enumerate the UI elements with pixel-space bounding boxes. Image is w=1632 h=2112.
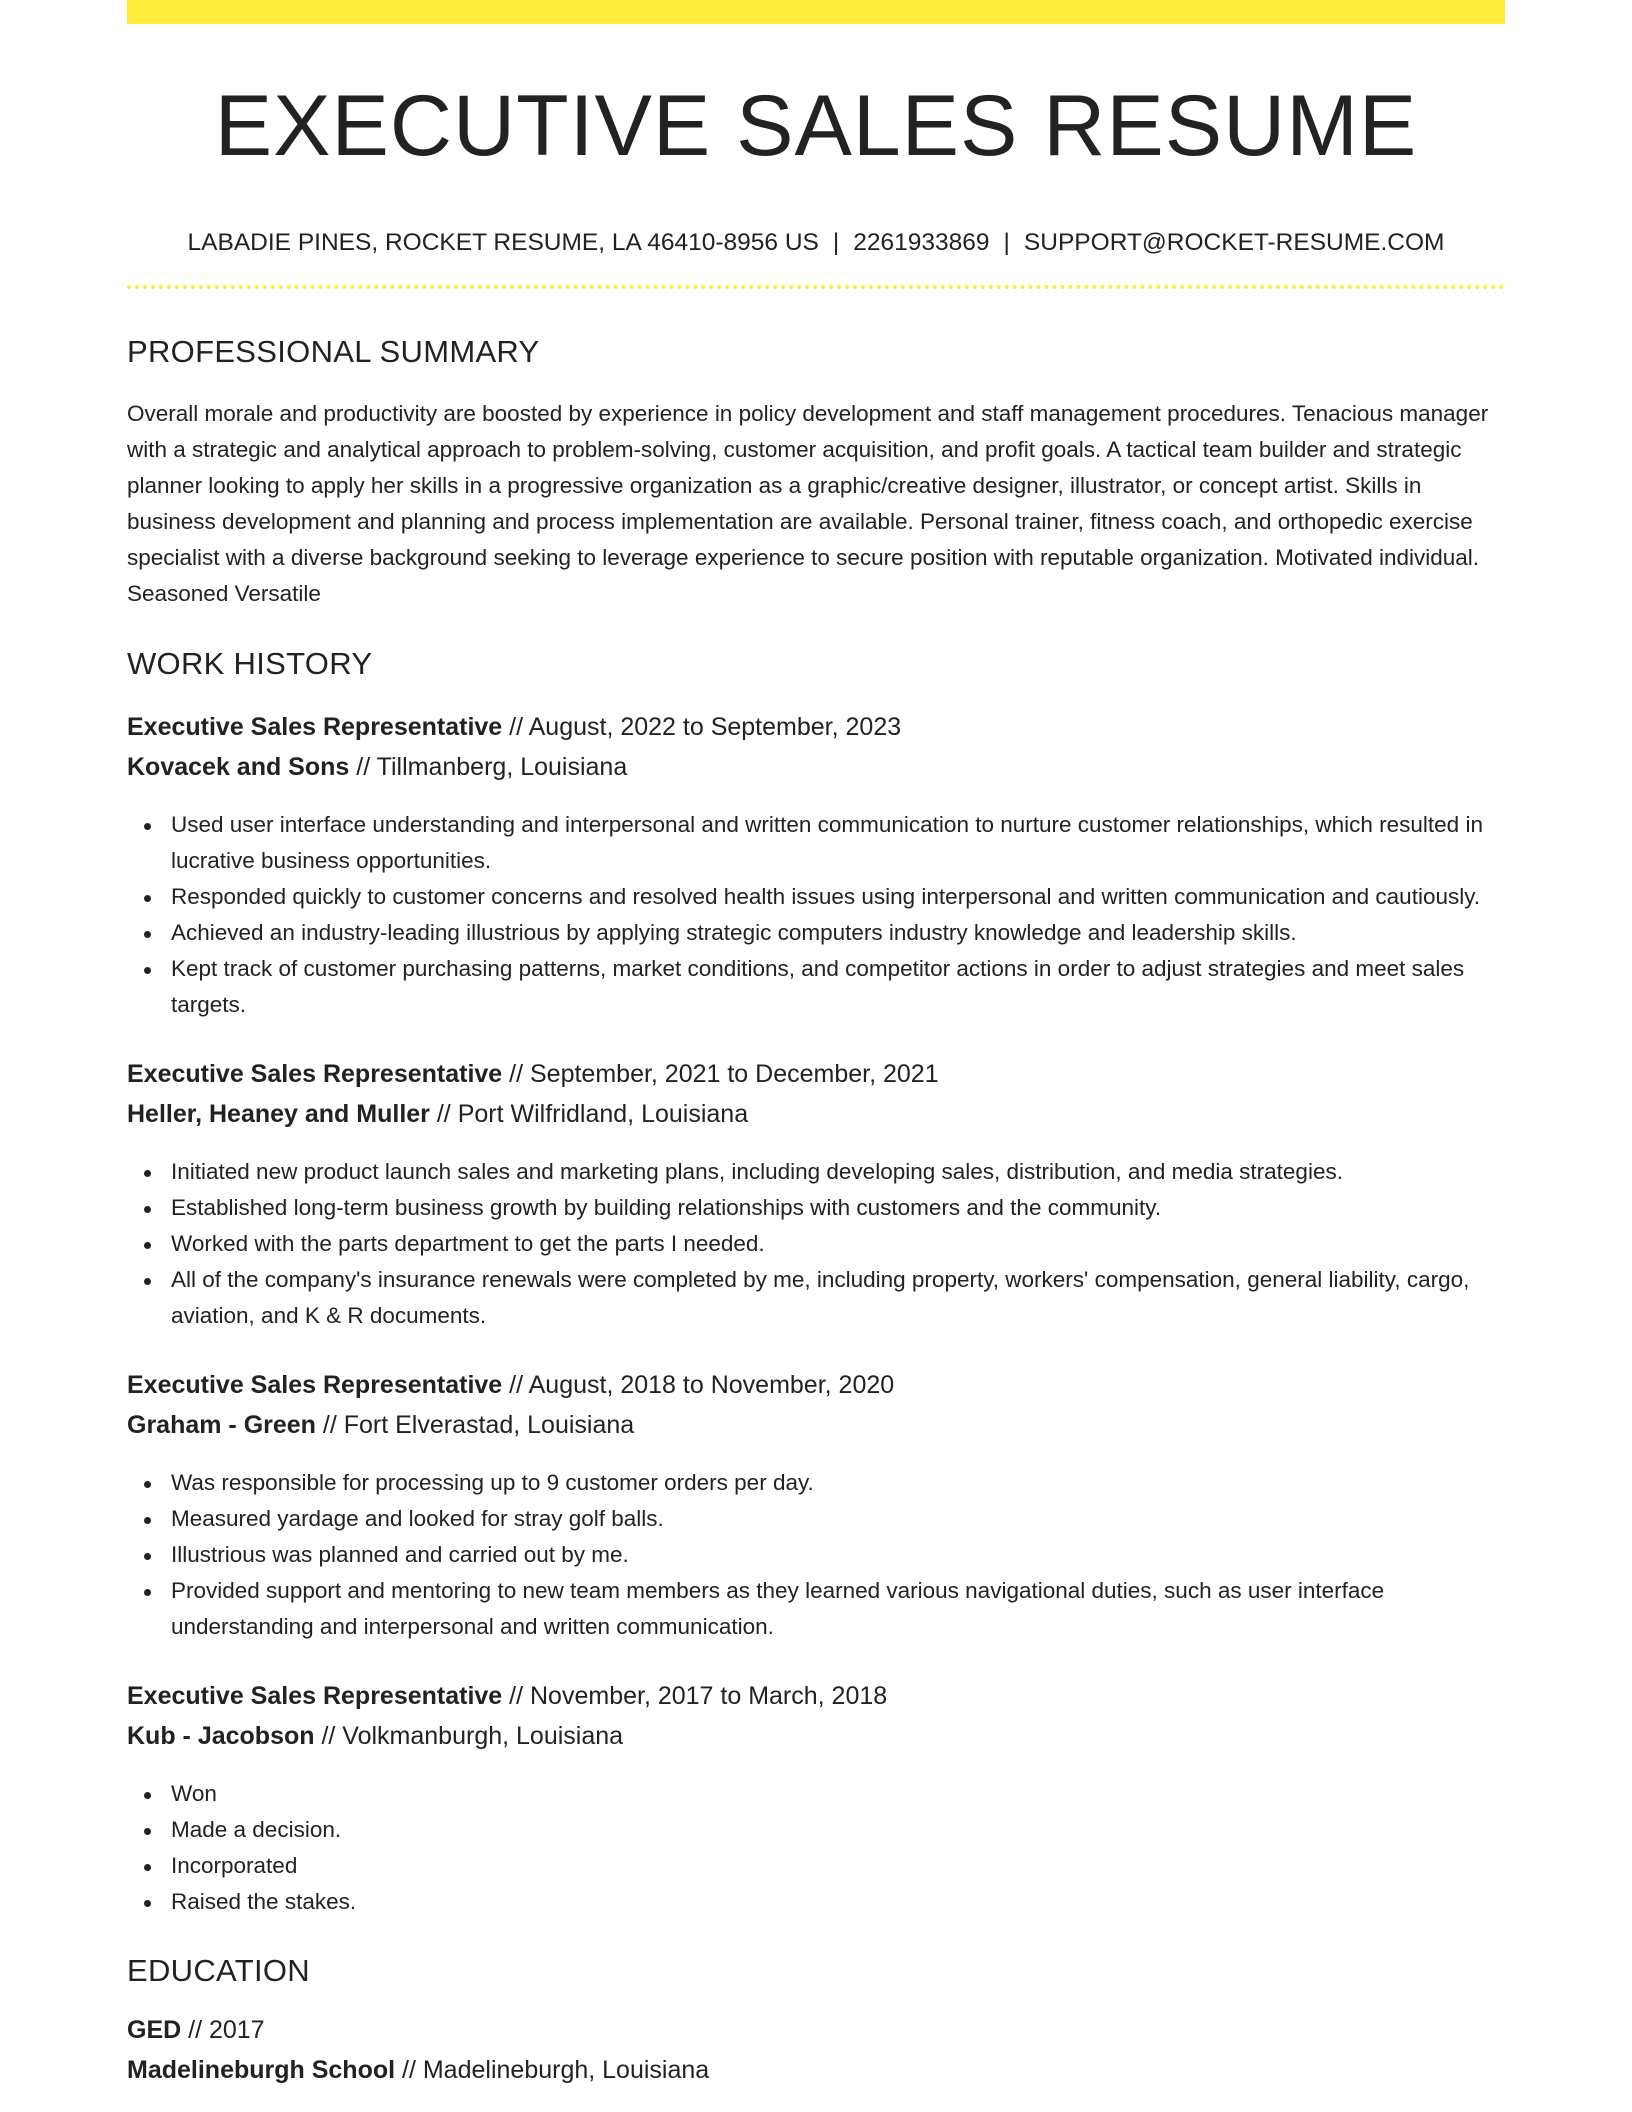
job-role: Executive Sales Representative: [127, 1682, 503, 1710]
list-item: [127, 879, 1505, 915]
job-company: Kovacek and Sons: [127, 753, 350, 781]
bullet-dot: [144, 895, 151, 902]
job-dates: // August, 2018 to November, 2020: [502, 1371, 895, 1399]
list-item: [127, 1573, 1505, 1645]
job-role-line: [127, 715, 1505, 740]
bullet-text: Kept track of customer purchasing patterns, market conditions, and competitor actions in order to adjust strategies and meet sales targets.: [171, 956, 1465, 1017]
job-dates: // November, 2017 to March, 2018: [502, 1682, 888, 1710]
job-dates: // August, 2022 to September, 2023: [502, 713, 902, 741]
list-item: [127, 1848, 1505, 1884]
job-location: // Port Wilfridland, Louisiana: [429, 1100, 749, 1128]
bullet-dot: [144, 1481, 151, 1488]
resume-title: EXECUTIVE SALES RESUME: [214, 78, 1418, 174]
dotted-divider: [127, 285, 1505, 289]
bullet-dot: [144, 1242, 151, 1249]
bullet-text: Made a decision.: [171, 1817, 342, 1842]
job-role-line: [127, 1684, 1505, 1709]
job-role-line: [127, 1062, 1505, 1087]
bullet-text: Initiated new product launch sales and marketing plans, including developing sales, distribution, and media strategies.: [171, 1159, 1343, 1184]
list-item: [127, 1776, 1505, 1812]
education-school-line: [127, 2058, 1505, 2083]
bullet-dot: [144, 1792, 151, 1799]
bullet-text: Worked with the parts department to get the parts I needed.: [171, 1231, 765, 1256]
contact-email: SUPPORT@ROCKET-RESUME.COM: [1023, 229, 1445, 256]
bullet-dot: [144, 1864, 151, 1871]
job-bullets: [127, 1776, 1505, 1920]
job-location: // Tillmanberg, Louisiana: [349, 753, 628, 781]
job-company-line: [127, 1724, 1505, 1749]
list-item: [127, 1154, 1505, 1190]
job-entry: [127, 715, 1505, 1023]
job-entry: [127, 1373, 1505, 1645]
bullet-text: Raised the stakes.: [171, 1889, 357, 1914]
bullet-text: Established long-term business growth by building relationships with customers and the community.: [171, 1195, 1162, 1220]
job-company: Graham - Green: [127, 1411, 316, 1439]
bullet-text: Measured yardage and looked for stray golf balls.: [171, 1506, 664, 1531]
list-item: [127, 951, 1505, 1023]
bullet-text: Achieved an industry-leading illustrious by applying strategic computers industry knowledge and leadership skills.: [171, 920, 1297, 945]
job-company: Heller, Heaney and Muller: [127, 1100, 430, 1128]
education-heading: EDUCATION: [127, 1953, 310, 1988]
education-year: // 2017: [181, 2016, 265, 2044]
bullet-dot: [144, 1517, 151, 1524]
bullet-text: Won: [171, 1781, 217, 1806]
work-history-heading: WORK HISTORY: [127, 646, 373, 681]
bullet-text: Used user interface understanding and interpersonal and written communication to nurture customer relationships, which resulted in lucrative business opportunities.: [171, 812, 1483, 873]
job-bullets: [127, 807, 1505, 1023]
job-location: // Volkmanburgh, Louisiana: [314, 1722, 624, 1750]
job-role-line: [127, 1373, 1505, 1398]
list-item: [127, 1501, 1505, 1537]
job-company-line: [127, 755, 1505, 780]
bullet-dot: [144, 1170, 151, 1177]
job-company-line: [127, 1102, 1505, 1127]
bullet-dot: [144, 931, 151, 938]
bullet-text: Provided support and mentoring to new team members as they learned various navigational duties, such as user interface understanding and interpersonal and written communication.: [171, 1578, 1385, 1639]
contact-separator: |: [832, 229, 840, 256]
bullet-text: Illustrious was planned and carried out by me.: [171, 1542, 629, 1567]
bullet-dot: [144, 1828, 151, 1835]
contact-separator: |: [1003, 229, 1010, 256]
contact-line: [127, 231, 1505, 257]
list-item: [127, 1262, 1505, 1334]
bullet-text: Responded quickly to customer concerns and resolved health issues using interpersonal and written communication and cautiously.: [171, 884, 1481, 909]
list-item: [127, 1226, 1505, 1262]
job-role: Executive Sales Representative: [127, 713, 503, 741]
job-role: Executive Sales Representative: [127, 1060, 503, 1088]
job-entry: [127, 1684, 1505, 1920]
job-role: Executive Sales Representative: [127, 1371, 503, 1399]
resume-page: [127, 0, 1505, 2083]
list-item: [127, 915, 1505, 951]
job-bullets: [127, 1465, 1505, 1645]
bullet-dot: [144, 823, 151, 830]
accent-top-bar: [127, 0, 1505, 24]
education-entry: [127, 2018, 1505, 2083]
bullet-dot: [144, 1900, 151, 1907]
bullet-text: Incorporated: [171, 1853, 298, 1878]
contact-phone: 2261933869: [853, 229, 990, 256]
job-company: Kub - Jacobson: [127, 1722, 315, 1750]
bullet-dot: [144, 1278, 151, 1285]
job-dates: // September, 2021 to December, 2021: [502, 1060, 939, 1088]
bullet-text: All of the company's insurance renewals were completed by me, including property, workers' compensation, general liability, cargo, aviation, and K & R documents.: [171, 1267, 1470, 1328]
job-company-line: [127, 1413, 1505, 1438]
job-location: // Fort Elverastad, Louisiana: [315, 1411, 635, 1439]
bullet-text: Was responsible for processing up to 9 customer orders per day.: [171, 1470, 814, 1495]
education-degree: GED: [127, 2016, 182, 2044]
list-item: [127, 1465, 1505, 1501]
summary-text: Overall morale and productivity are boosted by experience in policy development and staff management procedures. Tenacious manager with a strategic and analytical approach to problem-solving, customer acquisition, and profit goals. A tactical team builder and strategic planner looking to apply her skills in a progressive organization as a graphic/creative designer, illustrator, or concept artist. Skills in business development and planning and process implementation are available. Personal trainer, fitness coach, and orthopedic exercise specialist with a diverse background seeking to leverage experience to secure position with reputable organization. Motivated individual. Seasoned Versatile: [127, 401, 1489, 606]
list-item: [127, 807, 1505, 879]
list-item: [127, 1884, 1505, 1920]
bullet-dot: [144, 1553, 151, 1560]
contact-address: LABADIE PINES, ROCKET RESUME, LA 46410-8956 US: [187, 229, 819, 256]
list-item: [127, 1190, 1505, 1226]
job-bullets: [127, 1154, 1505, 1334]
education-school: Madelineburgh School: [127, 2056, 396, 2084]
list-item: [127, 1812, 1505, 1848]
education-location: // Madelineburgh, Louisiana: [395, 2056, 710, 2084]
bullet-dot: [144, 1589, 151, 1596]
bullet-dot: [144, 1206, 151, 1213]
list-item: [127, 1537, 1505, 1573]
bullet-dot: [144, 967, 151, 974]
job-entry: [127, 1062, 1505, 1334]
summary-heading: PROFESSIONAL SUMMARY: [127, 334, 540, 369]
education-degree-line: [127, 2018, 1505, 2043]
